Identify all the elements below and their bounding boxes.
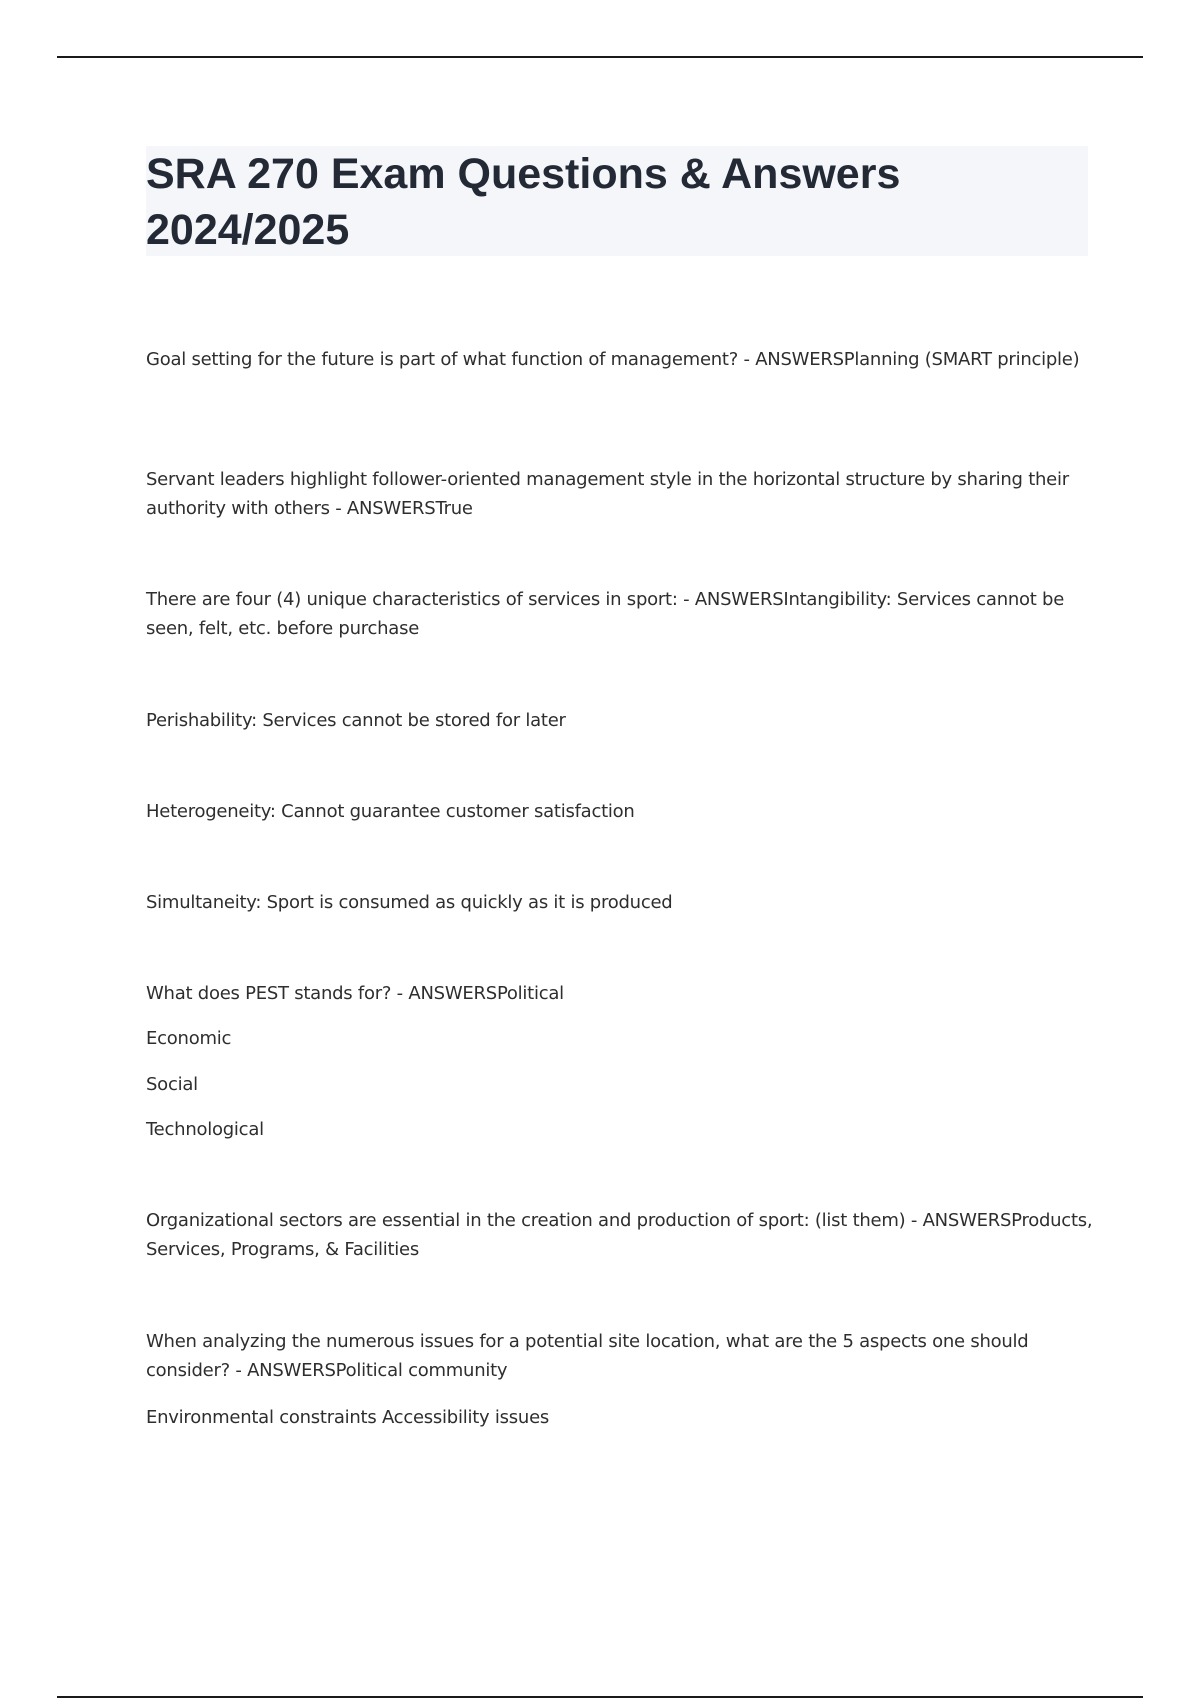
answer-line-simultaneity: Simultaneity: Sport is consumed as quickly as it is produced bbox=[146, 892, 673, 913]
answer-line-economic: Economic bbox=[146, 1028, 232, 1049]
answer-line-heterogeneity: Heterogeneity: Cannot guarantee customer satisfaction bbox=[146, 801, 635, 822]
answer-line-social: Social bbox=[146, 1074, 198, 1095]
qa-paragraph-pest: What does PEST stands for? - ANSWERSPolitical bbox=[146, 983, 564, 1004]
answer-line-environmental: Environmental constraints Accessibility issues bbox=[146, 1407, 550, 1428]
qa-paragraph-goal-setting: Goal setting for the future is part of what function of management? - ANSWERSPlanning (SMART principle) bbox=[146, 349, 1080, 370]
answer-line-technological: Technological bbox=[146, 1119, 264, 1140]
qa-paragraph-organizational-sectors: Organizational sectors are essential in the creation and production of sport: (list them) - ANSWERSProducts, Services, Programs, & Facilities bbox=[146, 1210, 1093, 1260]
document-title: SRA 270 Exam Questions & Answers 2024/2025 bbox=[146, 150, 901, 254]
qa-paragraph-service-characteristics: There are four (4) unique characteristics of services in sport: - ANSWERSIntangibility: Services cannot be seen, felt, etc. before purchase bbox=[146, 589, 1065, 639]
answer-line-perishability: Perishability: Services cannot be stored for later bbox=[146, 710, 566, 731]
qa-paragraph-site-location: When analyzing the numerous issues for a potential site location, what are the 5 aspects one should consider? - ANSWERSPolitical community bbox=[146, 1331, 1029, 1381]
header-rule bbox=[57, 56, 1143, 58]
footer-rule bbox=[57, 1696, 1143, 1698]
qa-paragraph-servant-leaders: Servant leaders highlight follower-oriented management style in the horizontal structure by sharing their authority with others - ANSWERSTrue bbox=[146, 469, 1069, 519]
